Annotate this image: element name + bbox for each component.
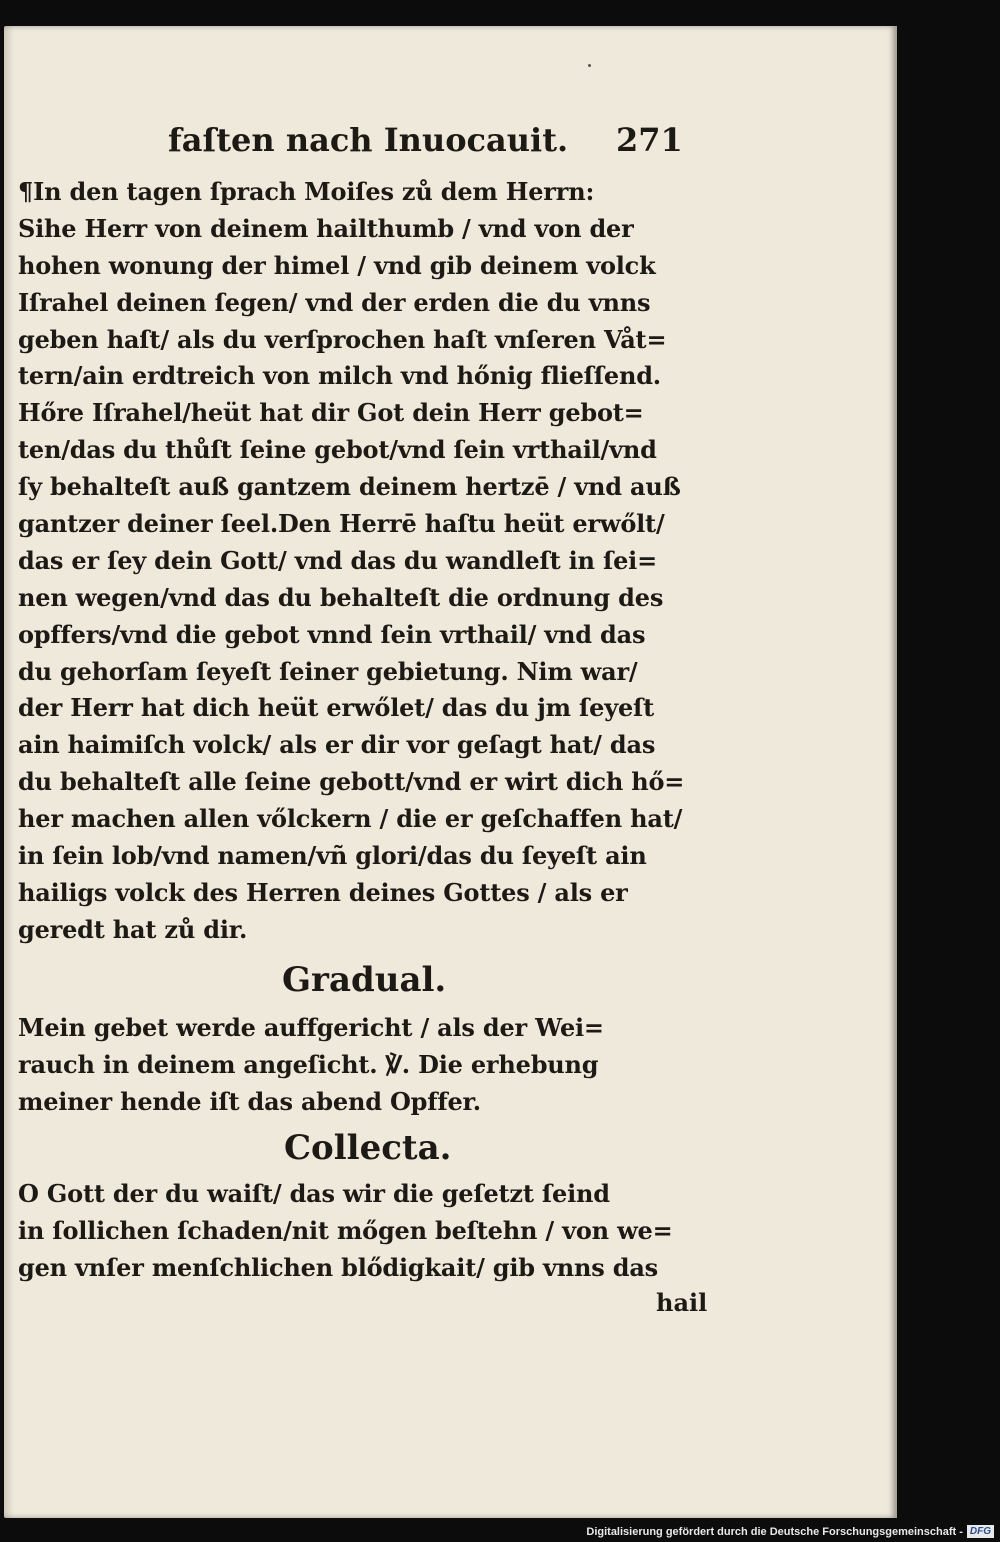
- text-line: ¶In den tagen ſprach Moiſes zů dem Herrn:: [18, 177, 595, 206]
- text-line: in ſein lob/vnd namen/vñ glori/das du ſeyeſt ain: [18, 841, 647, 871]
- ink-speck: [588, 64, 591, 67]
- gradual-paragraph: [18, 1010, 718, 1121]
- text-line: Sihe Herr von deinem hailthumb / vnd von der: [18, 213, 634, 243]
- text-line: ain haimiſch volck/ als er dir vor geſagt hat/ das: [18, 730, 656, 760]
- text-line: rauch in deinem angeſicht. ℣. Die erhebung: [18, 1049, 599, 1079]
- book-page: [4, 26, 897, 1518]
- text-line: nen wegen/vnd das du behalteſt die ordnung des: [18, 582, 664, 612]
- text-line: der Herr hat dich heüt erwőlet/ das du jm ſeyeſt: [18, 693, 655, 723]
- gradual-heading: Gradual.: [282, 960, 447, 1000]
- running-header: faſten nach Inuocauit.: [168, 121, 569, 159]
- text-line: tern/ain erdtreich von milch vnd hőnig flieſſend.: [18, 361, 661, 391]
- text-line: hohen wonung der himel / vnd gib deinem volck: [18, 250, 656, 280]
- text-line: meiner hende iſt das abend Opffer.: [18, 1086, 481, 1116]
- text-line: das er ſey dein Gott/ vnd das du wandleſt in ſei=: [18, 545, 657, 575]
- digitization-footer: [586, 1525, 994, 1538]
- collecta-paragraph: [18, 1176, 718, 1287]
- text-line: geredt hat zů dir.: [18, 914, 248, 944]
- spine-shadow: [4, 26, 14, 1518]
- dfg-logo: DFG: [967, 1525, 994, 1538]
- text-line: gantzer deiner ſeel.Den Herrē haſtu heüt erwőlt/: [18, 509, 665, 539]
- text-line: du behalteſt alle ſeine gebott/vnd er wirt dich hő=: [18, 767, 685, 797]
- text-line: du gehorſam ſeyeſt ſeiner gebietung. Nim war/: [18, 656, 638, 686]
- text-line: Iſrahel deinen ſegen/ vnd der erden die du vnns: [18, 287, 651, 317]
- text-line: in ſollichen ſchaden/nit mőgen beſtehn / von we=: [18, 1215, 673, 1245]
- text-line: her machen allen vőlckern / die er geſchaffen hat/: [18, 804, 683, 834]
- text-line: geben haſt/ als du verſprochen haſt vnſeren Våt=: [18, 324, 667, 354]
- collecta-heading: Collecta.: [284, 1128, 452, 1168]
- text-line: O Gott der du waiſt/ das wir die geſetzt ſeind: [18, 1179, 610, 1208]
- page-number: 271: [616, 121, 683, 159]
- catchword: hail: [656, 1288, 708, 1317]
- reading-paragraph: [18, 174, 718, 949]
- footer-text: Digitalisierung gefördert durch die Deutsche Forschungsgemeinschaft -: [586, 1525, 963, 1538]
- text-line: Mein gebet werde auffgericht / als der Wei=: [18, 1013, 604, 1042]
- text-line: ten/das du thůſt ſeine gebot/vnd ſein vrthail/vnd: [18, 435, 657, 465]
- text-line: opffers/vnd die gebot vnnd ſein vrthail/ vnd das: [18, 619, 646, 649]
- text-line: Hőre Iſrahel/heüt hat dir Got dein Herr gebot=: [18, 398, 644, 428]
- text-line: ſy behalteſt auß gantzem deinem hertzē / vnd auß: [18, 472, 681, 502]
- text-line: gen vnſer menſchlichen blődigkait/ gib vnns das: [18, 1252, 658, 1282]
- text-line: hailigs volck des Herren deines Gottes / als er: [18, 877, 628, 907]
